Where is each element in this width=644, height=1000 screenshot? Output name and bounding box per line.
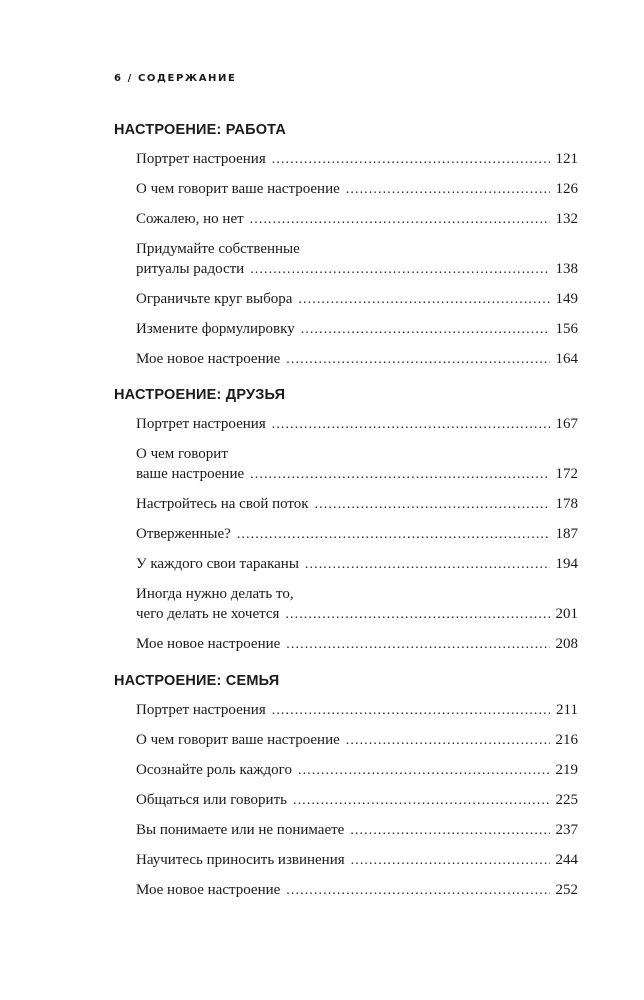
toc-entry[interactable] — [136, 494, 578, 515]
entry-line — [136, 760, 578, 781]
page-number: 178 — [555, 496, 578, 512]
entry-title: Настройтесь на свой поток — [136, 496, 309, 512]
dot-leader — [298, 761, 550, 781]
entry-line — [136, 604, 578, 625]
dot-leader — [301, 320, 550, 340]
entry-line — [136, 554, 578, 575]
entry-line — [136, 880, 578, 901]
entry-line — [136, 820, 578, 841]
page-number: 164 — [555, 351, 578, 367]
entry-title: Вы понимаете или не понимаете — [136, 822, 345, 838]
entry-title: Портрет настроения — [136, 416, 266, 432]
section-title: НАСТРОЕНИЕ: СЕМЬЯ — [114, 673, 280, 689]
toc-entry[interactable] — [136, 700, 578, 721]
entry-title: Сожалею, но нет — [136, 211, 244, 227]
dot-leader — [286, 635, 549, 655]
page-number: 167 — [555, 416, 578, 432]
entry-title: Научитесь приносить извинения — [136, 852, 345, 868]
toc-section-work — [114, 120, 578, 379]
page-number: 172 — [555, 466, 578, 482]
toc-section-friends — [114, 385, 578, 664]
entry-line — [136, 790, 578, 811]
dot-leader — [286, 350, 549, 370]
entry-title-line: Иногда нужно делать то, — [136, 586, 294, 602]
toc-entry-list — [114, 700, 578, 901]
dot-leader — [250, 260, 549, 280]
page-number: 225 — [555, 792, 578, 808]
page-number: 194 — [555, 556, 578, 572]
page-number: 216 — [555, 732, 578, 748]
toc-entry[interactable] — [136, 850, 578, 871]
entry-line — [136, 464, 578, 485]
toc-entry[interactable] — [136, 444, 578, 485]
dot-leader — [346, 731, 550, 751]
running-head: 6 / СОДЕРЖАНИЕ — [114, 73, 237, 84]
page-number: 219 — [555, 762, 578, 778]
dot-leader — [298, 290, 549, 310]
dot-leader — [250, 465, 549, 485]
page-number: 252 — [555, 882, 578, 898]
entry-line — [136, 319, 578, 340]
entry-title: Осознайте роль каждого — [136, 762, 292, 778]
entry-title: чего делать не хочется — [136, 606, 280, 622]
entry-title: Портрет настроения — [136, 151, 266, 167]
entry-line — [136, 524, 578, 545]
entry-line — [136, 494, 578, 515]
page-number: 149 — [555, 291, 578, 307]
entry-line — [136, 700, 578, 721]
entry-title: Мое новое настроение — [136, 351, 281, 367]
dot-leader — [272, 701, 550, 721]
toc-entry[interactable] — [136, 239, 578, 280]
toc-entry-list — [114, 414, 578, 655]
toc-entry[interactable] — [136, 209, 578, 230]
page-number: 126 — [555, 181, 578, 197]
page-number: 211 — [556, 702, 578, 718]
entry-title: Ограничьте круг выбора — [136, 291, 293, 307]
page-number: 156 — [555, 321, 578, 337]
entry-title-line: Придумайте собственные — [136, 241, 300, 257]
toc-entry-list — [114, 149, 578, 370]
entry-line — [136, 730, 578, 751]
entry-line — [136, 149, 578, 170]
toc-entry[interactable] — [136, 524, 578, 545]
dot-leader — [351, 851, 550, 871]
toc-entry[interactable] — [136, 584, 578, 625]
toc-section-family — [114, 671, 578, 910]
section-title: НАСТРОЕНИЕ: ДРУЗЬЯ — [114, 387, 286, 403]
entry-line — [136, 179, 578, 200]
toc-entry[interactable] — [136, 414, 578, 435]
page-number: 244 — [555, 852, 578, 868]
entry-title: Мое новое настроение — [136, 882, 281, 898]
dot-leader — [237, 525, 550, 545]
entry-title: ваше настроение — [136, 466, 245, 482]
entry-title: Мое новое настроение — [136, 636, 281, 652]
entry-title: Отверженные? — [136, 526, 231, 542]
dot-leader — [285, 605, 549, 625]
page-number: 132 — [555, 211, 578, 227]
entry-title: О чем говорит ваше настроение — [136, 732, 340, 748]
toc-entry[interactable] — [136, 634, 578, 655]
page-number: 121 — [555, 151, 578, 167]
entry-line — [136, 634, 578, 655]
dot-leader — [272, 150, 550, 170]
page-number: 138 — [555, 261, 578, 277]
toc-entry[interactable] — [136, 790, 578, 811]
toc-entry[interactable] — [136, 760, 578, 781]
entry-title: ритуалы радости — [136, 261, 245, 277]
dot-leader — [272, 415, 550, 435]
toc-entry[interactable] — [136, 179, 578, 200]
dot-leader — [293, 791, 550, 811]
toc-entry[interactable] — [136, 319, 578, 340]
page-number: 208 — [555, 636, 578, 652]
dot-leader — [350, 821, 549, 841]
page-number: 237 — [555, 822, 578, 838]
entry-line — [136, 414, 578, 435]
dot-leader — [250, 210, 550, 230]
toc-entry[interactable] — [136, 554, 578, 575]
toc-entry[interactable] — [136, 730, 578, 751]
entry-title: Общаться или говорить — [136, 792, 287, 808]
page-number: 201 — [555, 606, 578, 622]
entry-line — [136, 259, 578, 280]
entry-line — [136, 289, 578, 310]
entry-line — [136, 209, 578, 230]
section-title: НАСТРОЕНИЕ: РАБОТА — [114, 122, 286, 138]
entry-title-line: О чем говорит — [136, 446, 228, 462]
entry-title: Портрет настроения — [136, 702, 266, 718]
page-number: 187 — [555, 526, 578, 542]
toc-entry[interactable] — [136, 880, 578, 901]
entry-line — [136, 349, 578, 370]
entry-title: У каждого свои тараканы — [136, 556, 299, 572]
toc-entry[interactable] — [136, 149, 578, 170]
dot-leader — [346, 180, 550, 200]
toc-entry[interactable] — [136, 289, 578, 310]
toc-entry[interactable] — [136, 349, 578, 370]
entry-line — [136, 850, 578, 871]
toc-entry[interactable] — [136, 820, 578, 841]
dot-leader — [315, 495, 550, 515]
dot-leader — [305, 555, 550, 575]
entry-title: Измените формулировку — [136, 321, 295, 337]
dot-leader — [286, 881, 549, 901]
entry-title: О чем говорит ваше настроение — [136, 181, 340, 197]
